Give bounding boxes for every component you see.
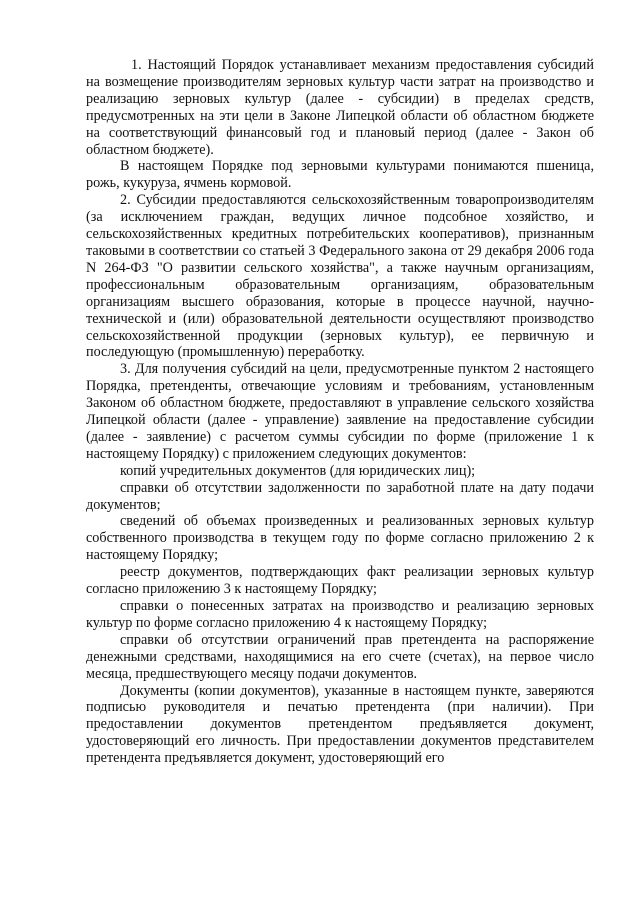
document-body [86, 57, 594, 767]
list-item-costs-certificate: справки о понесенных затратах на производство и реализацию зерновых культур по форме согласно приложению 4 к настоящему Порядку; [86, 598, 594, 631]
list-item-production-volumes: сведений об объемах произведенных и реализованных зерновых культур собственного производства в текущем году по форме согласно приложению 2 к настоящему Порядку; [86, 513, 594, 564]
list-item-account-restrictions: справки об отсутствии ограничений прав претендента на распоряжение денежными средствами, находящимися на его счете (счетах), на первое число месяца, предшествующего месяцу подачи документов. [86, 631, 594, 682]
list-item-no-wage-debt: справки об отсутствии задолженности по заработной плате на дату подачи документов; [86, 479, 594, 513]
paragraph-document-certification: Документы (копии документов), указанные в настоящем пункте, заверяются подписью руководителя и печатью претендента (при наличии). При предоставлении документов претендентом предъявляется документ, удостоверяющий его личность. При предоставлении документов представителем претендента предъявляется документ, удостоверяющий его [86, 682, 594, 767]
paragraph-grain-crops-definition: В настоящем Порядке под зерновыми культурами понимаются пшеница, рожь, кукуруза, ячмень кормовой. [86, 158, 594, 192]
paragraph-1-subsidy-mechanism: 1. Настоящий Порядок устанавливает механизм предоставления субсидий на возмещение производителям зерновых культур части затрат на производство и реализацию зерновых культур (далее - субсидии) в пределах средств, предусмотренных на эти цели в Законе Липецкой области об областном бюджете на соответствующий финансовый год и плановый период (далее - Закон об областном бюджете). [86, 57, 594, 158]
list-item-sales-register: реестр документов, подтверждающих факт реализации зерновых культур согласно приложению 3 к настоящему Порядку; [86, 564, 594, 598]
paragraph-3-application: 3. Для получения субсидий на цели, предусмотренные пунктом 2 настоящего Порядка, претенденты, отвечающие условиям и требованиям, установленным Законом об областном бюджете, предоставляют в управление сельского хозяйства Липецкой области (далее - управление) заявление на предоставление субсидии (далее - заявление) с расчетом суммы субсидии по форме (приложение 1 к настоящему Порядку) с приложением следующих документов: [86, 361, 594, 462]
paragraph-2-recipients: 2. Субсидии предоставляются сельскохозяйственным товаропроизводителям (за исключением граждан, ведущих личное подсобное хозяйство, и сельскохозяйственных кредитных потребительских кооперативов), признанным таковыми в соответствии со статьей 3 Федерального закона от 29 декабря 2006 года N 264-ФЗ "О развитии сельского хозяйства", а также научным организациям, профессиональным образовательным организациям, образовательным организациям высшего образования, которые в процессе научной, научно-технической и (или) образовательной деятельности осуществляют производство сельскохозяйственной продукции (зерновых культур), ее первичную и последующую (промышленную) переработку. [86, 192, 594, 361]
list-item-founding-documents: копий учредительных документов (для юридических лиц); [120, 462, 476, 479]
